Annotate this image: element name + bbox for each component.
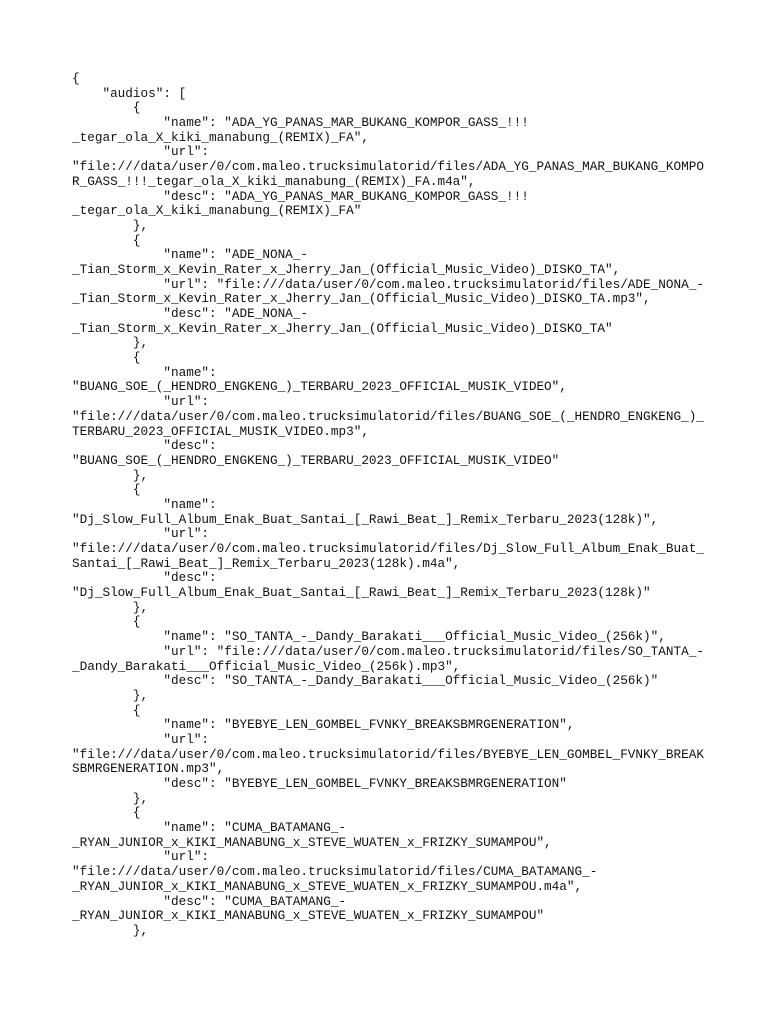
text-line: "name": "BYEBYE_LEN_GOMBEL_FVNKY_BREAKSBMRGENERATION",: [72, 717, 575, 733]
text-line: "BUANG_SOE_(_HENDRO_ENGKENG_)_TERBARU_2023_OFFICIAL_MUSIK_VIDEO": [72, 452, 560, 468]
text-line: Santai_[_Rawi_Beat_]_Remix_Terbaru_2023(128k).m4a",: [72, 555, 461, 571]
text-line: R_GASS_!!!_tegar_ola_X_kiki_manabung_(REMIX)_FA.m4a",: [72, 173, 476, 189]
text-line: {: [72, 805, 141, 821]
text-line: },: [72, 217, 149, 233]
text-line: "file:///data/user/0/com.maleo.trucksimulatorid/files/Dj_Slow_Full_Album_Enak_Buat_: [72, 541, 704, 556]
text-line: "url":: [72, 394, 210, 410]
text-line: {: [72, 482, 141, 498]
text-line: },: [72, 335, 149, 351]
text-line: "name": "SO_TANTA_-_Dandy_Barakati___Official_Music_Video_(256k)",: [72, 629, 666, 645]
text-line: "name": "ADE_NONA_-: [72, 247, 309, 263]
text-line: TERBARU_2023_OFFICIAL_MUSIK_VIDEO.mp3",: [72, 423, 369, 439]
text-line: SBMRGENERATION.mp3",: [72, 761, 225, 777]
text-line: "url": "file:///data/user/0/com.maleo.trucksimulatorid/files/SO_TANTA_-: [72, 643, 704, 659]
text-line: "file:///data/user/0/com.maleo.trucksimulatorid/files/ADA_YG_PANAS_MAR_BUKANG_KOMPO: [72, 159, 704, 175]
text-line: _Tian_Storm_x_Kevin_Rater_x_Jherry_Jan_(Official_Music_Video)_DISKO_TA",: [72, 261, 621, 277]
text-line: "desc": "ADE_NONA_-: [72, 306, 309, 321]
text-line: "BUANG_SOE_(_HENDRO_ENGKENG_)_TERBARU_2023_OFFICIAL_MUSIK_VIDEO",: [72, 379, 567, 395]
text-line: {: [72, 350, 141, 366]
text-line: "url":: [72, 526, 210, 542]
text-line: "name":: [72, 364, 217, 380]
text-line: },: [72, 790, 149, 806]
text-line: "name": "ADA_YG_PANAS_MAR_BUKANG_KOMPOR_GASS_!!!: [72, 115, 529, 131]
text-line: {: [72, 100, 141, 116]
text-line: _tegar_ola_X_kiki_manabung_(REMIX)_FA": [72, 203, 362, 219]
text-line: "url": "file:///data/user/0/com.maleo.trucksimulatorid/files/ADE_NONA_-: [72, 276, 704, 292]
text-line: "file:///data/user/0/com.maleo.trucksimulatorid/files/BYEBYE_LEN_GOMBEL_FVNKY_BREAK: [72, 746, 704, 762]
text-line: "desc":: [72, 438, 217, 454]
text-line: "file:///data/user/0/com.maleo.trucksimulatorid/files/CUMA_BATAMANG_-: [72, 864, 598, 880]
text-line: "url":: [72, 731, 210, 747]
text-line: "file:///data/user/0/com.maleo.trucksimulatorid/files/BUANG_SOE_(_HENDRO_ENGKENG_)_: [72, 408, 704, 424]
text-line: "desc": "SO_TANTA_-_Dandy_Barakati___Official_Music_Video_(256k)": [72, 673, 659, 689]
text-line: "Dj_Slow_Full_Album_Enak_Buat_Santai_[_Rawi_Beat_]_Remix_Terbaru_2023(128k)",: [72, 511, 659, 527]
text-line: "name": "CUMA_BATAMANG_-: [72, 820, 347, 836]
text-line: _tegar_ola_X_kiki_manabung_(REMIX)_FA",: [72, 129, 369, 145]
text-line: "desc": "BYEBYE_LEN_GOMBEL_FVNKY_BREAKSBMRGENERATION": [72, 776, 567, 791]
text-line: _Tian_Storm_x_Kevin_Rater_x_Jherry_Jan_(Official_Music_Video)_DISKO_TA.mp3",: [72, 291, 651, 307]
text-line: _RYAN_JUNIOR_x_KIKI_MANABUNG_x_STEVE_WUATEN_x_FRIZKY_SUMAMPOU.m4a",: [72, 878, 583, 894]
text-line: _RYAN_JUNIOR_x_KIKI_MANABUNG_x_STEVE_WUATEN_x_FRIZKY_SUMAMPOU": [72, 908, 545, 924]
text-line: "Dj_Slow_Full_Album_Enak_Buat_Santai_[_Rawi_Beat_]_Remix_Terbaru_2023(128k)": [72, 585, 651, 601]
text-line: "audios": [: [72, 85, 187, 101]
text-line: "url":: [72, 849, 210, 865]
text-line: "name":: [72, 496, 217, 512]
json-document-page: [72, 72, 712, 939]
text-line: "desc": "CUMA_BATAMANG_-: [72, 893, 347, 909]
text-line: _Tian_Storm_x_Kevin_Rater_x_Jherry_Jan_(Official_Music_Video)_DISKO_TA": [72, 320, 613, 336]
text-line: {: [72, 71, 80, 86]
text-line: },: [72, 467, 149, 483]
text-line: _RYAN_JUNIOR_x_KIKI_MANABUNG_x_STEVE_WUATEN_x_FRIZKY_SUMAMPOU",: [72, 834, 552, 850]
text-line: {: [72, 614, 141, 630]
text-line: {: [72, 232, 141, 248]
text-line: "desc": "ADA_YG_PANAS_MAR_BUKANG_KOMPOR_GASS_!!!: [72, 188, 529, 204]
text-line: },: [72, 922, 149, 938]
text-line: },: [72, 687, 149, 703]
text-line: "url":: [72, 144, 210, 160]
text-line: {: [72, 702, 141, 718]
text-line: },: [72, 599, 149, 615]
text-line: "desc":: [72, 570, 217, 586]
text-line: _Dandy_Barakati___Official_Music_Video_(256k).mp3",: [72, 658, 461, 674]
